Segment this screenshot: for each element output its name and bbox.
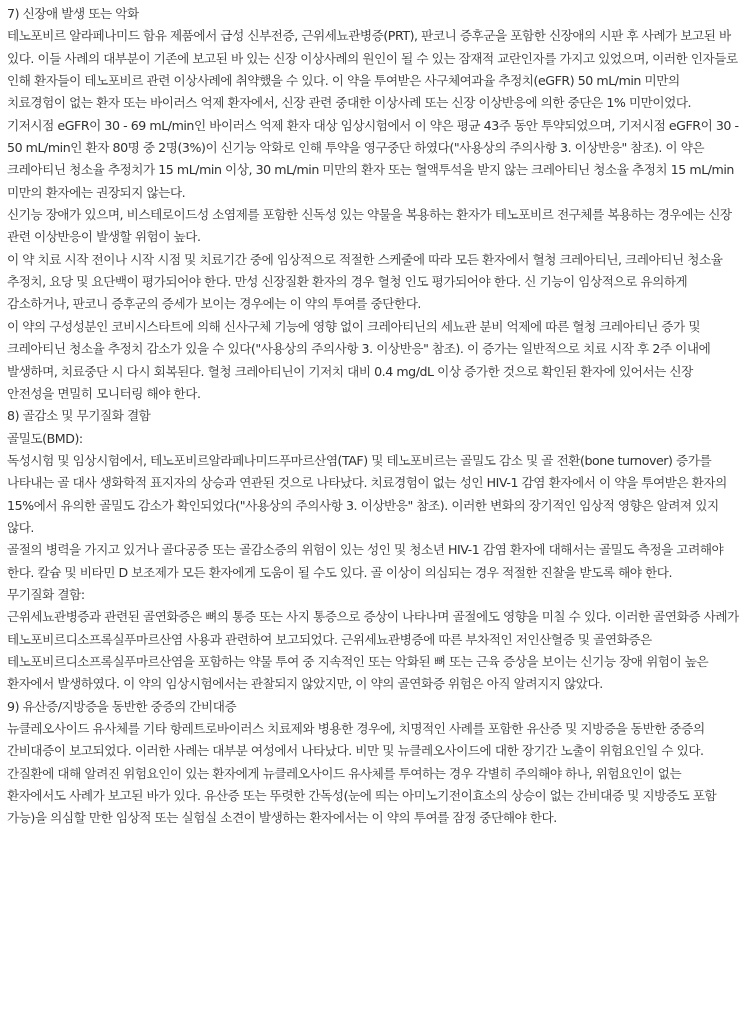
paragraph-osteomalacia: 근위세뇨관병증과 관련된 골연화증은 뼈의 통증 또는 사지 통증으로 증상이 나타나며 골절에도 영향을 미칠 수 있다. 이러한 골연화증 사례가 테노포비르디소프록실푸마르산염 사용과 관련하여 보고되었다. 근위세뇨관병증에 따른 부차적인 저인산혈증 및 골연화증은 테노포비르디소프록실푸마르산염을 포함하는 약물 투여 중 지속적인 또는 악화된 뼈 또는 근육 증상을 보이는 신기능 장애 위험이 높은 환자에서 발생하였다. 이 약의 임상시험에서는 관찰되지 않았지만, 이 약의 골연화증 위험은 아직 알려지지 않았다. (7, 609, 743, 692)
paragraph-renal-monitoring: 이 약 치료 시작 전이나 시작 시점 및 치료기간 중에 임상적으로 적절한 스케줄에 따라 모든 환자에서 혈청 크레아티닌, 크레아티닌 청소율 추정치, 요당 및 요단백이 평가되어야 한다. 만성 신장질환 환자의 경우 혈청 인도 평가되어야 한다. 신 기능이 임상적으로 유의하게 감소하거나, 판코니 증후군의 증세가 보이는 경우에는 이 약의 투여를 중단한다. (7, 251, 726, 312)
paragraph-bmd-studies: 독성시험 및 임상시험에서, 테노포비르알라페나미드푸마르산염(TAF) 및 테노포비르는 골밀도 감소 및 골 전환(bone turnover) 증가를 나타내는 골 대사 생화학적 표지자의 상승과 연관된 것으로 나타났다. 치료경험이 없는 성인 HIV-1 감염 환자에서 이 약을 투여받은 환자의 15%에서 유의한 골밀도 감소가 확인되었다("사용상의 주의사항 3. 이상반응" 참조). 이러한 변화의 장기적인 임상적 영향은 알려져 있지 않다. (7, 452, 731, 535)
section-heading-renal-impairment: 7) 신장애 발생 또는 악화 (7, 6, 139, 21)
subheading-bmd: 골밀도(BMD): (7, 430, 83, 446)
paragraph-renal-nephrotoxic-risk: 신기능 장애가 있으며, 비스테로이드성 소염제를 포함한 신독성 있는 약물을 복용하는 환자가 테노포비르 전구체를 복용하는 경우에는 신장 관련 이상반응이 발생할 위험이 높다. (7, 207, 736, 245)
paragraph-lactic-acidosis: 뉴클레오사이드 유사체를 기타 항레트로바이러스 치료제와 병용한 경우에, 치명적인 사례를 포함한 유산증 및 지방증을 동반한 중증의 간비대증이 보고되었다. 이러한 사례는 대부분 여성에서 나타났다. 비만 및 뉴클레오사이드에 대한 장기간 노출이 위험요인일 수 있다. 간질환에 대해 알려진 위험요인이 있는 환자에게 뉴클레오사이드 유사체를 투여하는 경우 각별히 주의해야 하나, 위험요인이 없는 환자에서도 사례가 보고된 바가 있다. 유산증 또는 뚜렷한 간독성(눈에 띄는 아미노기전이효소의 상승이 없는 간비대증 및 지방증도 포함 가능)을 의심할 만한 임상적 또는 실험실 소견이 발생하는 환자에서는 이 약의 투여를 잠정 중단해야 한다. (7, 721, 720, 826)
section-heading-bone-loss: 8) 골감소 및 무기질화 결함 (7, 408, 151, 424)
section-heading-lactic-acidosis: 9) 유산증/지방증을 동반한 중증의 간비대증 (7, 698, 237, 714)
subheading-mineralization-defects: 무기질화 결함: (7, 586, 85, 602)
paragraph-renal-postmarketing: 테노포비르 알라페나미드 함유 제품에서 급성 신부전증, 근위세뇨관병증(PRT), 판코니 증후군을 포함한 신장애의 시판 후 사례가 보고된 바 있다. 이들 사례의 대부분이 기존에 보고된 바 있는 신장 이상사례의 원인이 될 수 있는 잠재적 교란인자를 가지고 있었으며, 이러한 인자들로 인해 환자들이 테노포비르 관련 이상사례에 취약했을 수 있다. 이 약을 투여받은 사구체여과율 추정치(eGFR) 50 mL/min 미만의 치료경험이 없는 환자 또는 바이러스 억제 환자에서, 신장 관련 중대한 이상사례 또는 신장 이상반응에 의한 중단은 1% 미만이었다. 기저시점 eGFR이 30 - 69 mL/min인 바이러스 억제 환자 대상 임상시험에서 이 약은 평균 43주 동안 투약되었으며, 기저시점 eGFR이 30 - 50 mL/min인 환자 80명 중 2명(3%)이 신기능 악화로 인해 투약을 영구중단 하였다("사용상의 주의사항 3. 이상반응" 참조). 이 약은 크레아티닌 청소율 추정치가 15 mL/min 이상, 30 mL/min 미만의 환자 또는 혈액투석을 받지 않는 크레아티닌 청소율 추정치 15 mL/min 미만의 환자에는 권장되지 않는다. (7, 28, 743, 200)
paragraph-renal-cobicistat: 이 약의 구성성분인 코비시스타트에 의해 신사구체 기능에 영향 없이 크레아티닌의 세뇨관 분비 억제에 따른 혈청 크레아티닌 증가 및 크레아티닌 청소율 추정치 감소가 있을 수 있다("사용상의 주의사항 3. 이상반응" 참조). 이 증가는 일반적으로 치료 시작 후 2주 이내에 발생하며, 치료중단 시 다시 회복된다. 혈청 크레아티닌이 기저치 대비 0.4 mg/dL 이상 증가한 것으로 확인된 환자에 있어서는 신장 안전성을 면밀히 모니터링 해야 한다. (7, 318, 714, 401)
paragraph-bmd-monitoring: 골절의 병력을 가지고 있거나 골다공증 또는 골감소증의 위험이 있는 성인 및 청소년 HIV-1 감염 환자에 대해서는 골밀도 측정을 고려해야 한다. 칼슘 및 비타민 D 보조제가 모든 환자에게 도움이 될 수도 있다. 골 이상이 의심되는 경우 적절한 진찰을 받도록 해야 한다. (7, 542, 727, 580)
